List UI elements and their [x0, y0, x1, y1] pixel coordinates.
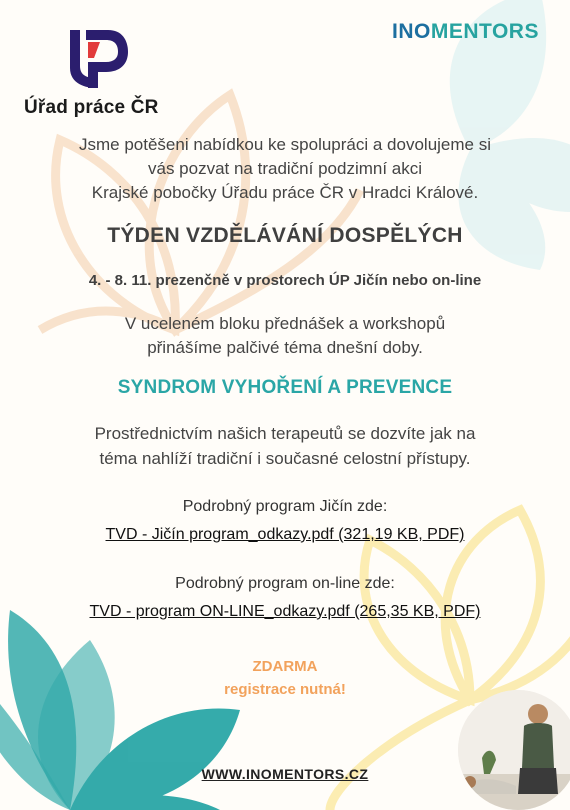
event-dates: 4. - 8. 11. prezenčně v prostorech ÚP Jičín nebo on-line: [88, 272, 482, 289]
inomentors-logo-part2: MENTORS: [430, 20, 539, 43]
lead-line: přinášíme palčivé téma dnešní doby.: [147, 338, 423, 357]
free-label: ZDARMA: [252, 658, 318, 675]
inomentors-logo: [392, 20, 539, 44]
description-line: Prostřednictvím našich terapeutů se dozvíte jak na: [94, 424, 476, 443]
lead-paragraph: [60, 312, 510, 360]
registration-note: registrace nutná!: [224, 681, 346, 698]
urad-prace-caption: Úřad práce ČR: [24, 97, 159, 118]
program-jicin-link[interactable]: TVD - Jičín program_odkazy.pdf (321,19 KB, PDF): [105, 526, 465, 543]
lead-line: V uceleném bloku přednášek a workshopů: [124, 314, 446, 333]
intro-paragraph: [20, 133, 550, 205]
inomentors-logo-part1: INO: [392, 20, 431, 43]
program-online-link[interactable]: TVD - program ON-LINE_odkazy.pdf (265,35 KB, PDF): [89, 603, 481, 620]
program-jicin-label: Podrobný program Jičín zde:: [182, 498, 388, 515]
urad-prace-logo: [24, 22, 164, 122]
intro-line: Jsme potěšeni nabídkou ke spolupráci a dovolujeme si: [78, 135, 492, 154]
website-link[interactable]: WWW.INOMENTORS.CZ: [201, 766, 369, 782]
up-logo-mark-icon: [64, 28, 130, 90]
yoga-photo: [458, 690, 570, 810]
program-online-label: Podrobný program on-line zde:: [175, 575, 395, 592]
description-paragraph: [40, 421, 530, 471]
event-headline: TÝDEN VZDĚLÁVÁNÍ DOSPĚLÝCH: [107, 224, 463, 247]
description-line: téma nahlíží tradiční i současné celostní přístupy.: [99, 449, 471, 468]
intro-line: vás pozvat na tradiční podzimní akci: [147, 159, 423, 178]
yoga-photo-illustration-icon: [458, 690, 570, 810]
free-notice: [20, 655, 550, 701]
topic-title: SYNDROM VYHOŘENÍ A PREVENCE: [117, 377, 453, 398]
intro-line: Krajské pobočky Úřadu práce ČR v Hradci Králové.: [91, 183, 479, 202]
